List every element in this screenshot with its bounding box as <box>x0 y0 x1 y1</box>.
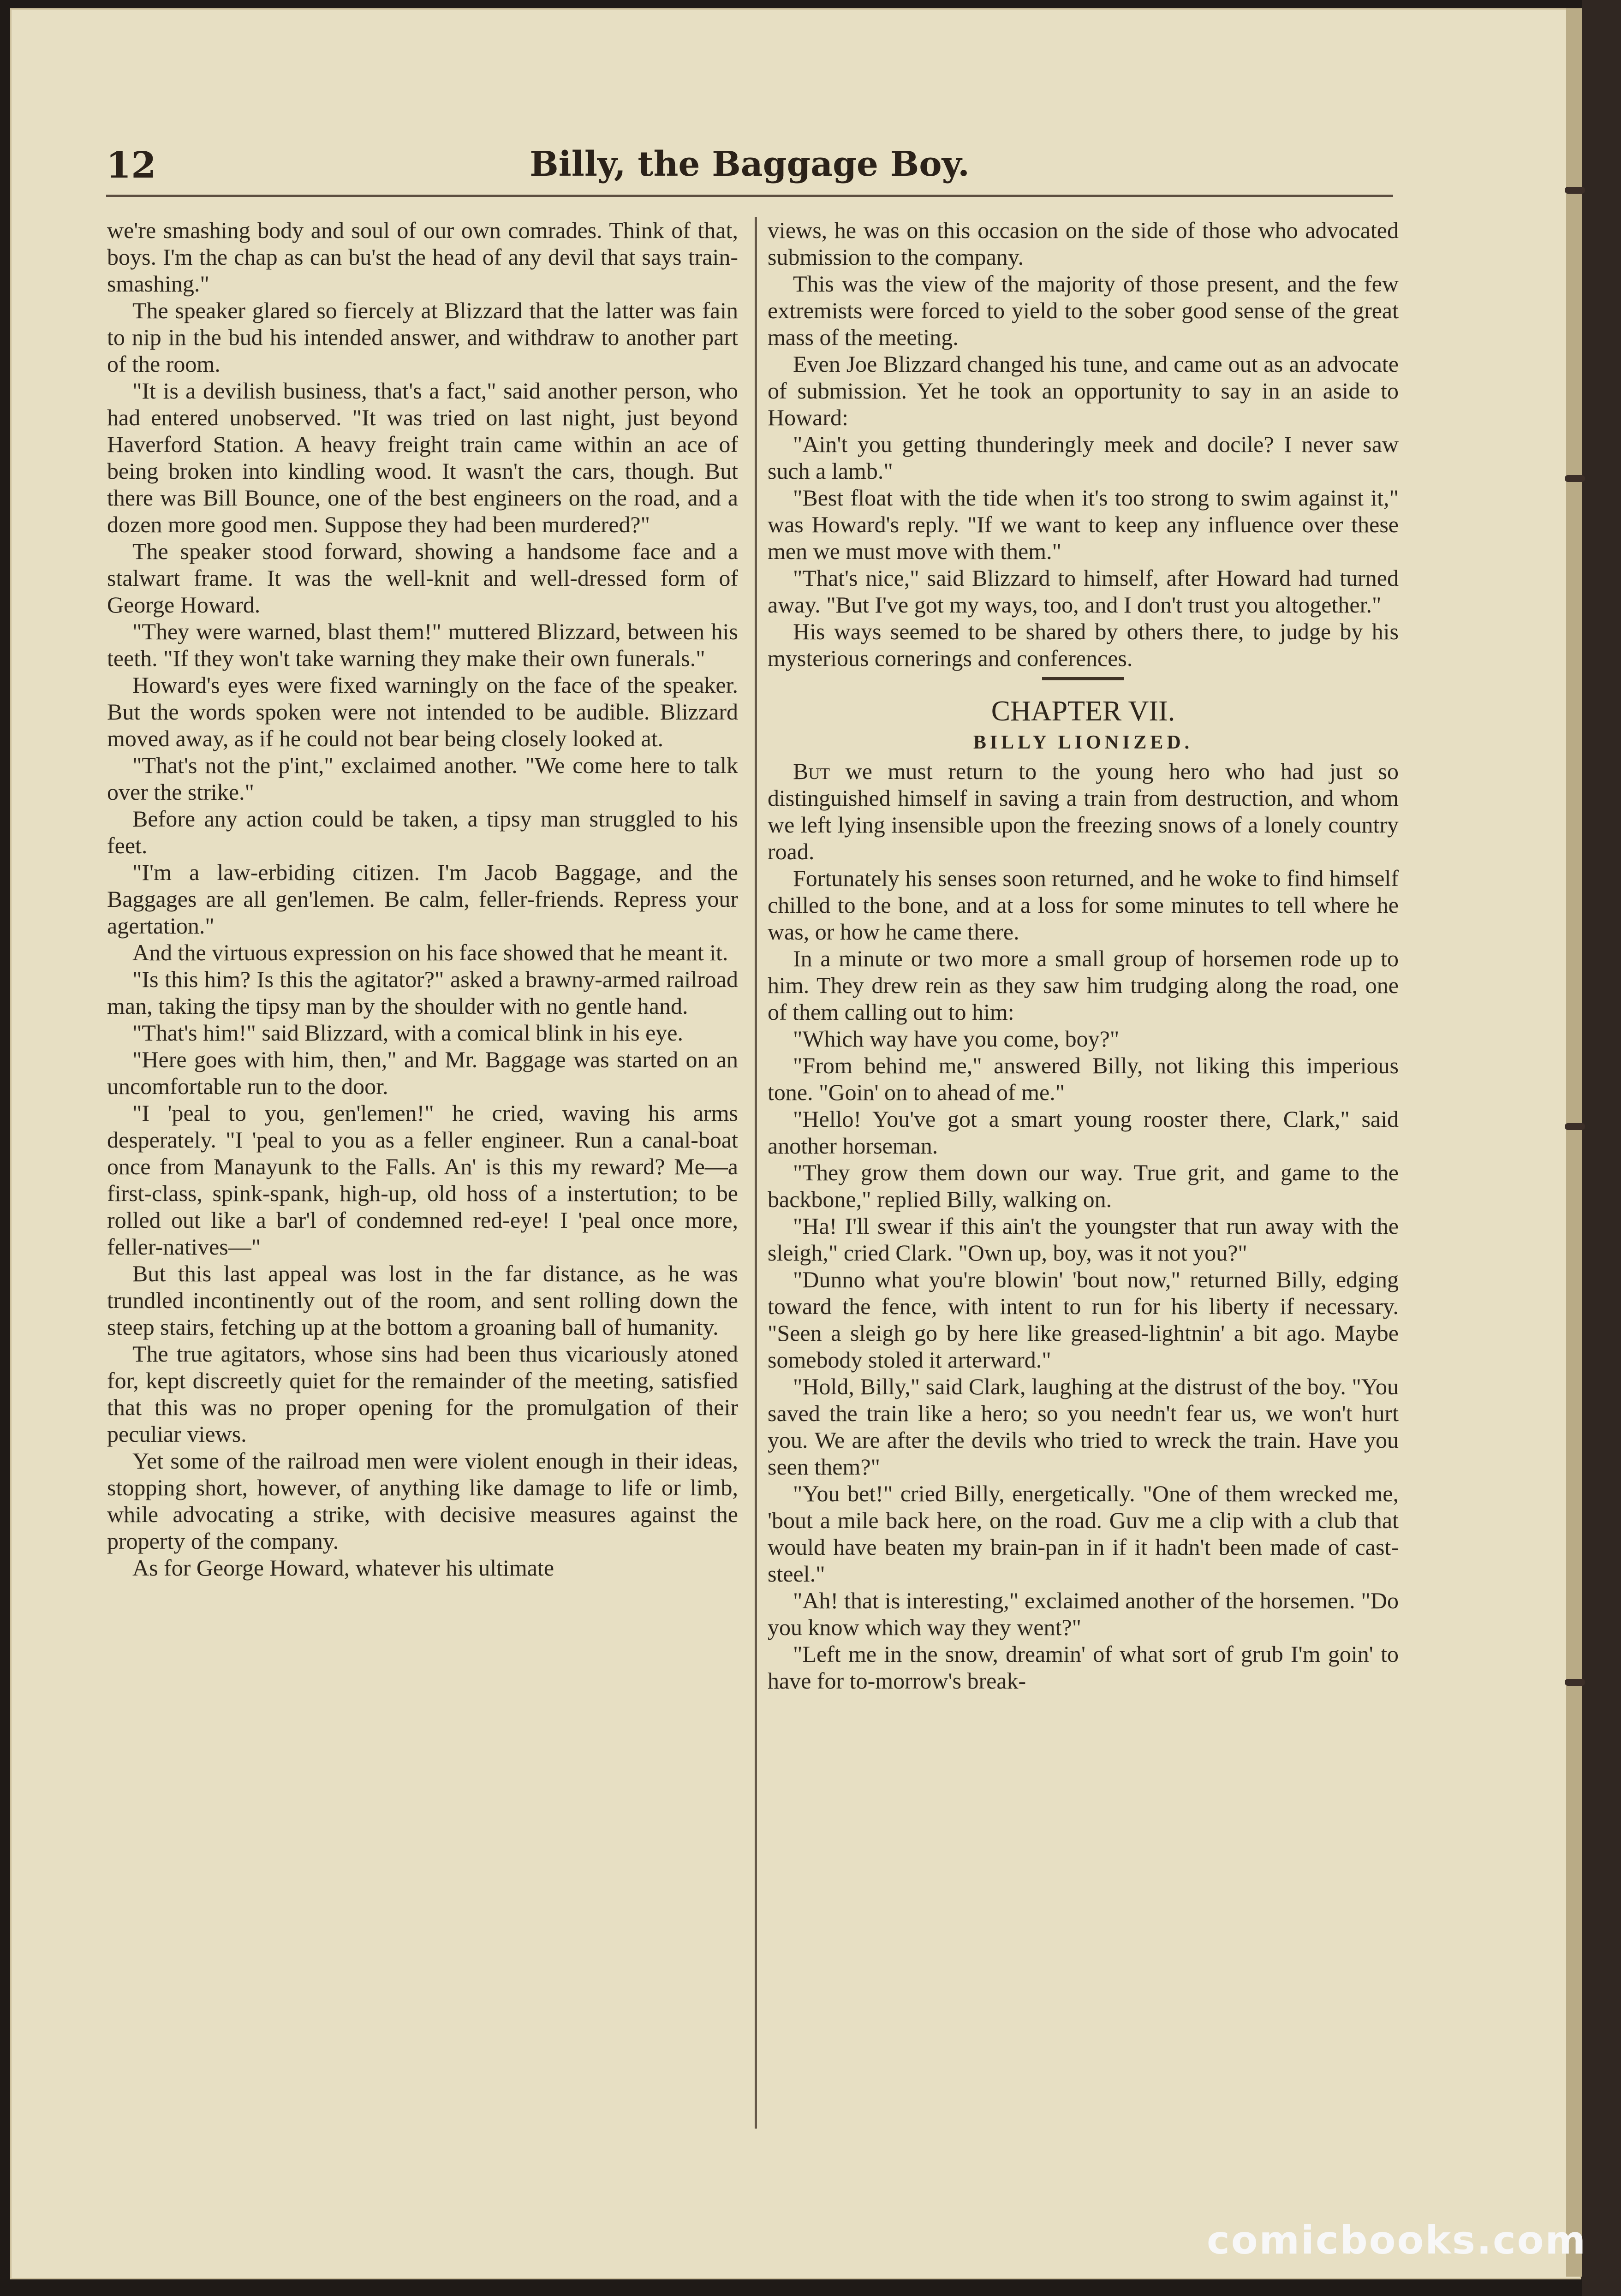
chapter-first-paragraph-text: we must return to the young hero who had just so distinguished himself in saving a train from destruction, and whom we left lying insensible upon the freezing snows of a lonely country road. <box>768 758 1399 864</box>
spine-shadow <box>1566 8 1582 2277</box>
paragraph: "Best float with the tide when it's too strong to swim against it," was Howard's reply. "If we want to keep any influence over these men we must move with them." <box>768 485 1399 564</box>
paragraph: "Here goes with him, then," and Mr. Baggage was started on an uncomfortable run to the door. <box>107 1047 738 1099</box>
paragraph: "Ha! I'll swear if this ain't the youngster that run away with the sleigh," cried Clark. "Own up, boy, was it not you?" <box>768 1213 1399 1266</box>
left-column <box>107 217 738 2129</box>
paragraph: views, he was on this occasion on the side of those who advocated submission to the company. <box>768 217 1399 270</box>
paragraph: Before any action could be taken, a tipsy man struggled to his feet. <box>107 806 738 858</box>
paragraph: "Dunno what you're blowin' 'bout now," returned Billy, edging toward the fence, with intent to run for his liberty if necessary. "Seen a sleigh go by here like greased-lightnin' a bit ago. Maybe somebody stoled it arterward." <box>768 1267 1399 1373</box>
page-number: 12 <box>106 144 156 186</box>
paragraph: "I 'peal to you, gen'lemen!" he cried, waving his arms desperately. "I 'peal to you as a feller engineer. Run a canal-boat once from Manayunk to the Falls. An' is this my reward? Me—a first-class, spink-spank, high-up, old hoss of a instertution; to be rolled out like a bar'l of condemned red-eye! I 'peal once more, feller-natives—" <box>107 1100 738 1260</box>
chapter-subtitle: BILLY LIONIZED. <box>973 732 1193 753</box>
paragraph: "That's him!" said Blizzard, with a comical blink in his eye. <box>132 1020 683 1046</box>
paragraph: Yet some of the railroad men were violent enough in their ideas, stopping short, however, of anything like damage to life or limb, while advocating a strike, with decisive measures against the property of the company. <box>107 1448 738 1554</box>
chapter-lead-in: But <box>793 758 830 784</box>
staple-mark <box>1565 475 1585 482</box>
paragraph: "Left me in the snow, dreamin' of what sort of grub I'm goin' to have for to-morrow's break- <box>768 1641 1399 1694</box>
book-title: Billy, the Baggage Boy. <box>530 144 970 184</box>
paragraph: The speaker stood forward, showing a handsome face and a stalwart frame. It was the well-knit and well-dressed form of George Howard. <box>107 538 738 618</box>
staple-mark <box>1565 1679 1585 1686</box>
paragraph: Howard's eyes were fixed warningly on the face of the speaker. But the words spoken were not intended to be audible. Blizzard moved away, as if he could not bear being closely looked at. <box>107 672 738 751</box>
paragraph: "You bet!" cried Billy, energetically. "One of them wrecked me, 'bout a mile back here, on the road. Guv me a clip with a club that would have beaten my brain-pan in if it hadn't been made of cast-steel." <box>768 1481 1399 1587</box>
staple-mark <box>1565 1123 1585 1130</box>
section-rule <box>1042 677 1124 680</box>
column-divider <box>755 217 757 2129</box>
paragraph: "I'm a law-erbiding citizen. I'm Jacob Baggage, and the Baggages are all gen'lemen. Be calm, feller-friends. Repress your agertation." <box>107 859 738 939</box>
paragraph: "That's nice," said Blizzard to himself, after Howard had turned away. "But I've got my ways, too, and I don't trust you altogether." <box>768 565 1399 618</box>
paragraph: But this last appeal was lost in the far distance, as he was trundled incontinently out of the room, and sent rolling down the steep stairs, fetching up at the bottom a groaning ball of humanity. <box>107 1261 738 1340</box>
paragraph: "That's not the p'int," exclaimed another. "We come here to talk over the strike." <box>107 752 738 805</box>
paragraph: "Ain't you getting thunderingly meek and docile? I never saw such a lamb." <box>768 431 1399 484</box>
paragraph: This was the view of the majority of those present, and the few extremists were forced to yield to the sober good sense of the great mass of the meeting. <box>768 271 1399 350</box>
paragraph: Even Joe Blizzard changed his tune, and came out as an advocate of submission. Yet he took an opportunity to say in an aside to Howard: <box>768 351 1399 430</box>
paragraph: "Hold, Billy," said Clark, laughing at the distrust of the boy. "You saved the train like a hero; so you needn't fear us, we won't hurt you. We are after the devils who tried to wreck the train. Have you seen them?" <box>768 1374 1399 1480</box>
right-column <box>768 217 1399 2129</box>
paragraph: Fortunately his senses soon returned, and he woke to find himself chilled to the bone, and at a loss for some minutes to tell where he was, or how he came there. <box>768 865 1399 945</box>
paragraph: The true agitators, whose sins had been thus vicariously atoned for, kept discreetly quiet for the remainder of the meeting, satisfied that this was no proper opening for the promulgation of their peculiar views. <box>107 1341 738 1447</box>
paragraph: "They were warned, blast them!" muttered Blizzard, between his teeth. "If they won't take warning they make their own funerals." <box>107 619 738 671</box>
right-column-top <box>768 217 1399 672</box>
header-rule <box>106 195 1393 197</box>
paragraph: And the virtuous expression on his face showed that he meant it. <box>132 940 728 965</box>
binding-edge <box>1582 0 1621 2296</box>
paragraph: "From behind me," answered Billy, not liking this imperious tone. "Goin' on to ahead of me." <box>768 1053 1399 1105</box>
right-column-bottom <box>768 865 1399 1694</box>
running-head <box>106 141 1393 191</box>
paragraph: His ways seemed to be shared by others there, to judge by his mysterious cornerings and conferences. <box>768 619 1399 671</box>
staple-mark <box>1565 187 1585 194</box>
paragraph: As for George Howard, whatever his ultimate <box>132 1555 554 1581</box>
paragraph: we're smashing body and soul of our own comrades. Think of that, boys. I'm the chap as can bu'st the head of any devil that says train-smashing." <box>107 217 738 297</box>
paragraph: "Which way have you come, boy?" <box>793 1026 1120 1052</box>
paragraph: "They grow them down our way. True grit, and game to the backbone," replied Billy, walking on. <box>768 1160 1399 1212</box>
paragraph: In a minute or two more a small group of horsemen rode up to him. They drew rein as they saw him trudging along the road, one of them calling out to him: <box>768 946 1399 1025</box>
paragraph: "Hello! You've got a smart young rooster there, Clark," said another horseman. <box>768 1106 1399 1159</box>
paragraph: "Ah! that is interesting," exclaimed another of the horsemen. "Do you know which way they went?" <box>768 1588 1399 1640</box>
chapter-first-paragraph <box>768 758 1399 865</box>
paragraph: The speaker glared so fiercely at Blizzard that the latter was fain to nip in the bud his intended answer, and withdraw to another part of the room. <box>107 297 738 377</box>
chapter-title: CHAPTER VII. <box>991 696 1175 727</box>
paragraph: "It is a devilish business, that's a fact," said another person, who had entered unobserved. "It was tried on last night, just beyond Haverford Station. A heavy freight train came within an ace of being broken into kindling wood. It wasn't the cars, though. But there was Bill Bounce, one of the best engineers on the road, and a dozen more good men. Suppose they had been murdered?" <box>107 378 738 537</box>
paragraph: "Is this him? Is this the agitator?" asked a brawny-armed railroad man, taking the tipsy man by the shoulder with no gentle hand. <box>107 966 738 1019</box>
watermark: comicbooks.com <box>1207 2218 1587 2263</box>
